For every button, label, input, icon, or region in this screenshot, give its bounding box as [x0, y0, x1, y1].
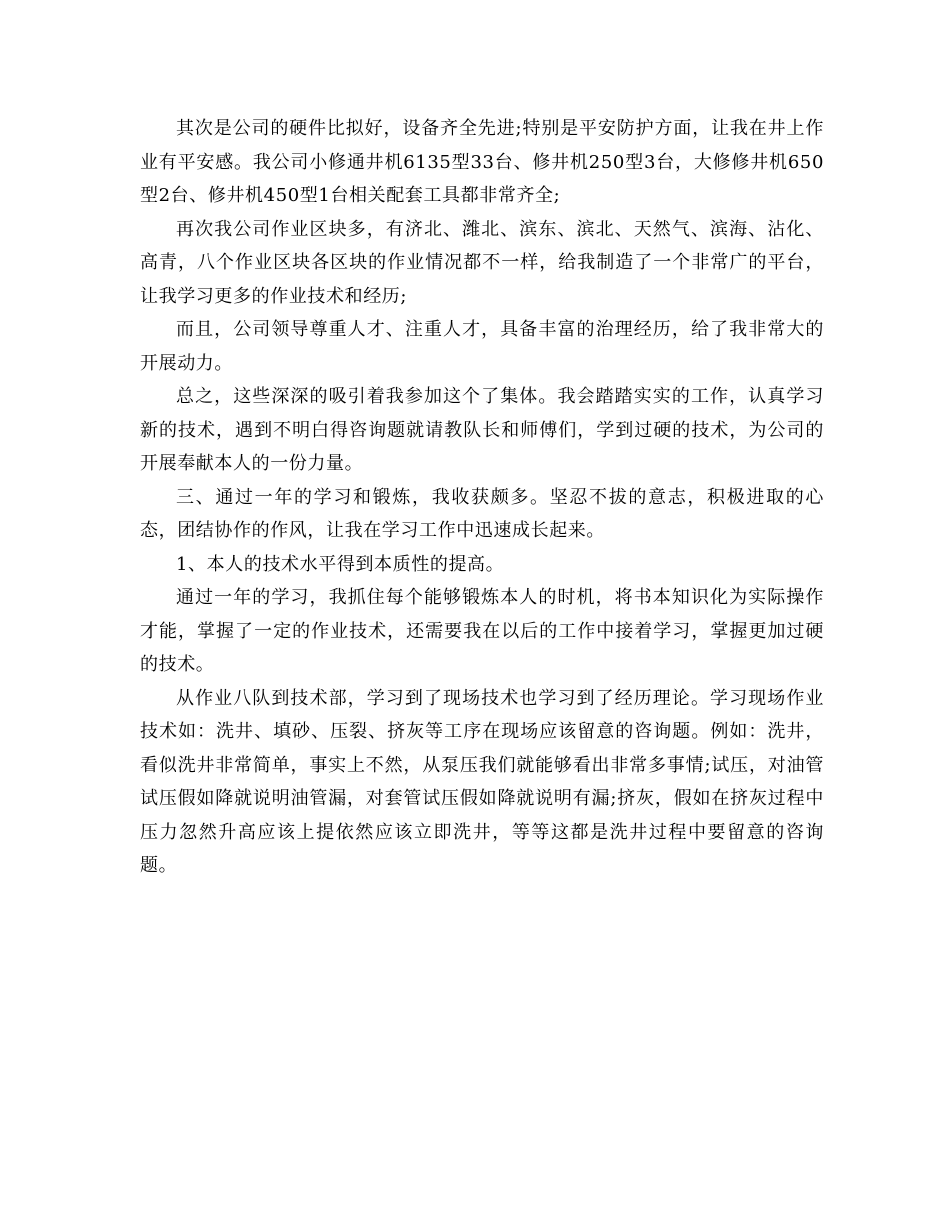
document-body [140, 112, 824, 883]
paragraph-section-three: 三、通过一年的学习和锻炼，我收获颇多。坚忍不拔的意志，积极进取的心态，团结协作的作风，让我在学习工作中迅速成长起来。 [140, 486, 824, 541]
paragraph-skill-growth: 通过一年的学习，我抓住每个能够锻炼本人的时机，将书本知识化为实际操作才能，掌握了一定的作业技术，还需要我在以后的工作中接着学习，掌握更加过硬的技术。 [140, 587, 824, 675]
paragraph-subheading-one: 1、本人的技术水平得到本质性的提高。 [176, 553, 505, 575]
paragraph-conclusion: 总之，这些深深的吸引着我参加这个了集体。我会踏踏实实的工作，认真学习新的技术，遇到不明白得咨询题就请教队长和师傅们，学到过硬的技术，为公司的开展奉献本人的一份力量。 [140, 386, 824, 474]
paragraph-field-techniques: 从作业八队到技术部，学习到了现场技术也学习到了经历理论。学习现场作业技术如：洗井、填砂、压裂、挤灰等工序在现场应该留意的咨询题。例如：洗井，看似洗井非常简单，事实上不然，从泵压我们就能够看出非常多事情;试压，对油管试压假如降就说明油管漏，对套管试压假如降就说明有漏;挤灰，假如在挤灰过程中压力忽然升高应该上提依然应该立即洗井，等等这都是洗井过程中要留意的咨询题。 [140, 687, 824, 876]
paragraph-hardware: 其次是公司的硬件比拟好，设备齐全先进;特别是平安防护方面，让我在井上作业有平安感。我公司小修通井机6135型33台、修井机250型3台，大修修井机650型2台、修井机450型1台相关配套工具都非常齐全; [140, 118, 824, 206]
paragraph-work-areas: 再次我公司作业区块多，有济北、潍北、滨东、滨北、天然气、滨海、沾化、高青，八个作业区块各区块的作业情况都不一样，给我制造了一个非常广的平台，让我学习更多的作业技术和经历; [140, 218, 824, 307]
paragraph-leadership: 而且，公司领导尊重人才、注重人才，具备丰富的治理经历，给了我非常大的开展动力。 [140, 319, 824, 374]
